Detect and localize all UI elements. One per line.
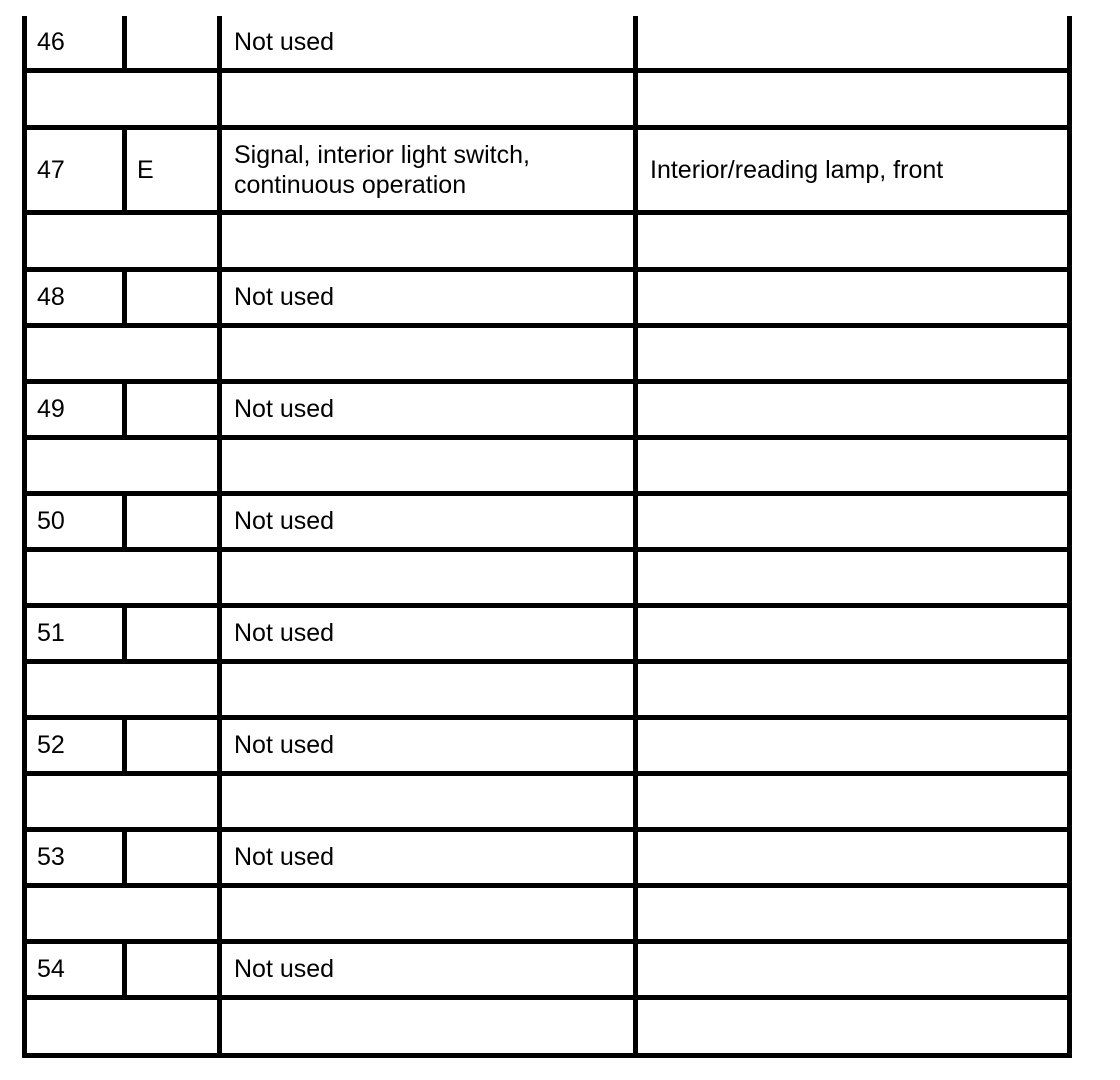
spacer-cell <box>27 887 217 939</box>
description-cell: Not used <box>217 495 633 547</box>
component-cell <box>633 943 1067 995</box>
description-cell: Not used <box>217 271 633 323</box>
description-cell: Signal, interior light switch, continuous operation <box>217 129 633 210</box>
spacer-cell <box>633 887 1067 939</box>
table-row <box>27 383 1067 440</box>
spacer-cell <box>633 439 1067 491</box>
spacer-row <box>27 327 1067 384</box>
spacer-cell <box>27 327 217 379</box>
spacer-cell <box>27 663 217 715</box>
signal-code-cell <box>122 271 217 323</box>
spacer-row <box>27 775 1067 832</box>
spacer-cell <box>217 999 633 1058</box>
component-cell: Interior/reading lamp, front <box>633 129 1067 210</box>
spacer-cell <box>217 551 633 603</box>
spacer-cell <box>217 775 633 827</box>
signal-code-cell <box>122 495 217 547</box>
spacer-cell <box>633 775 1067 827</box>
component-cell <box>633 719 1067 771</box>
spacer-cell <box>633 327 1067 379</box>
signal-code-cell <box>122 16 217 68</box>
spacer-row <box>27 73 1067 130</box>
spacer-row <box>27 663 1067 720</box>
spacer-cell <box>27 775 217 827</box>
description-cell: Not used <box>217 831 633 883</box>
component-cell <box>633 16 1067 68</box>
spacer-row <box>27 551 1067 608</box>
pin-number-cell: 46 <box>37 28 65 56</box>
table-row <box>27 607 1067 664</box>
signal-code-cell <box>122 943 217 995</box>
component-cell <box>633 271 1067 323</box>
pin-number-cell: 53 <box>37 843 65 871</box>
spacer-row <box>27 439 1067 496</box>
spacer-cell <box>633 215 1067 267</box>
spacer-cell <box>27 215 217 267</box>
table-row <box>27 129 1067 215</box>
table-row <box>27 271 1067 328</box>
table-row <box>27 831 1067 888</box>
description-cell: Not used <box>217 719 633 771</box>
pin-assignment-table <box>22 16 1072 1058</box>
component-cell <box>633 831 1067 883</box>
spacer-row <box>27 215 1067 272</box>
spacer-cell <box>27 551 217 603</box>
pin-number-cell: 50 <box>37 507 65 535</box>
spacer-cell <box>27 73 217 125</box>
spacer-cell <box>27 999 217 1058</box>
description-cell: Not used <box>217 943 633 995</box>
pin-number-cell: 51 <box>37 619 65 647</box>
spacer-cell <box>217 73 633 125</box>
table-row <box>27 719 1067 776</box>
signal-code-cell <box>122 719 217 771</box>
spacer-cell <box>633 663 1067 715</box>
spacer-cell <box>633 999 1067 1058</box>
spacer-row <box>27 999 1067 1058</box>
pin-number-cell: 54 <box>37 955 65 983</box>
pin-number-cell: 52 <box>37 731 65 759</box>
spacer-cell <box>217 439 633 491</box>
signal-code-cell <box>122 831 217 883</box>
spacer-row <box>27 887 1067 944</box>
table-row <box>27 943 1067 1000</box>
spacer-cell <box>217 887 633 939</box>
description-cell: Not used <box>217 16 633 68</box>
description-cell: Not used <box>217 383 633 435</box>
component-cell <box>633 383 1067 435</box>
table-row <box>27 495 1067 552</box>
spacer-cell <box>27 439 217 491</box>
signal-code-cell <box>122 383 217 435</box>
pin-number-cell: 49 <box>37 395 65 423</box>
pin-number-cell: 48 <box>37 283 65 311</box>
signal-code-cell: E <box>122 129 217 210</box>
table-row <box>27 16 1067 73</box>
description-cell: Not used <box>217 607 633 659</box>
component-cell <box>633 495 1067 547</box>
component-cell <box>633 607 1067 659</box>
spacer-cell <box>217 327 633 379</box>
spacer-cell <box>217 215 633 267</box>
spacer-cell <box>633 551 1067 603</box>
pin-number-cell: 47 <box>37 155 65 184</box>
spacer-cell <box>217 663 633 715</box>
signal-code-cell <box>122 607 217 659</box>
spacer-cell <box>633 73 1067 125</box>
